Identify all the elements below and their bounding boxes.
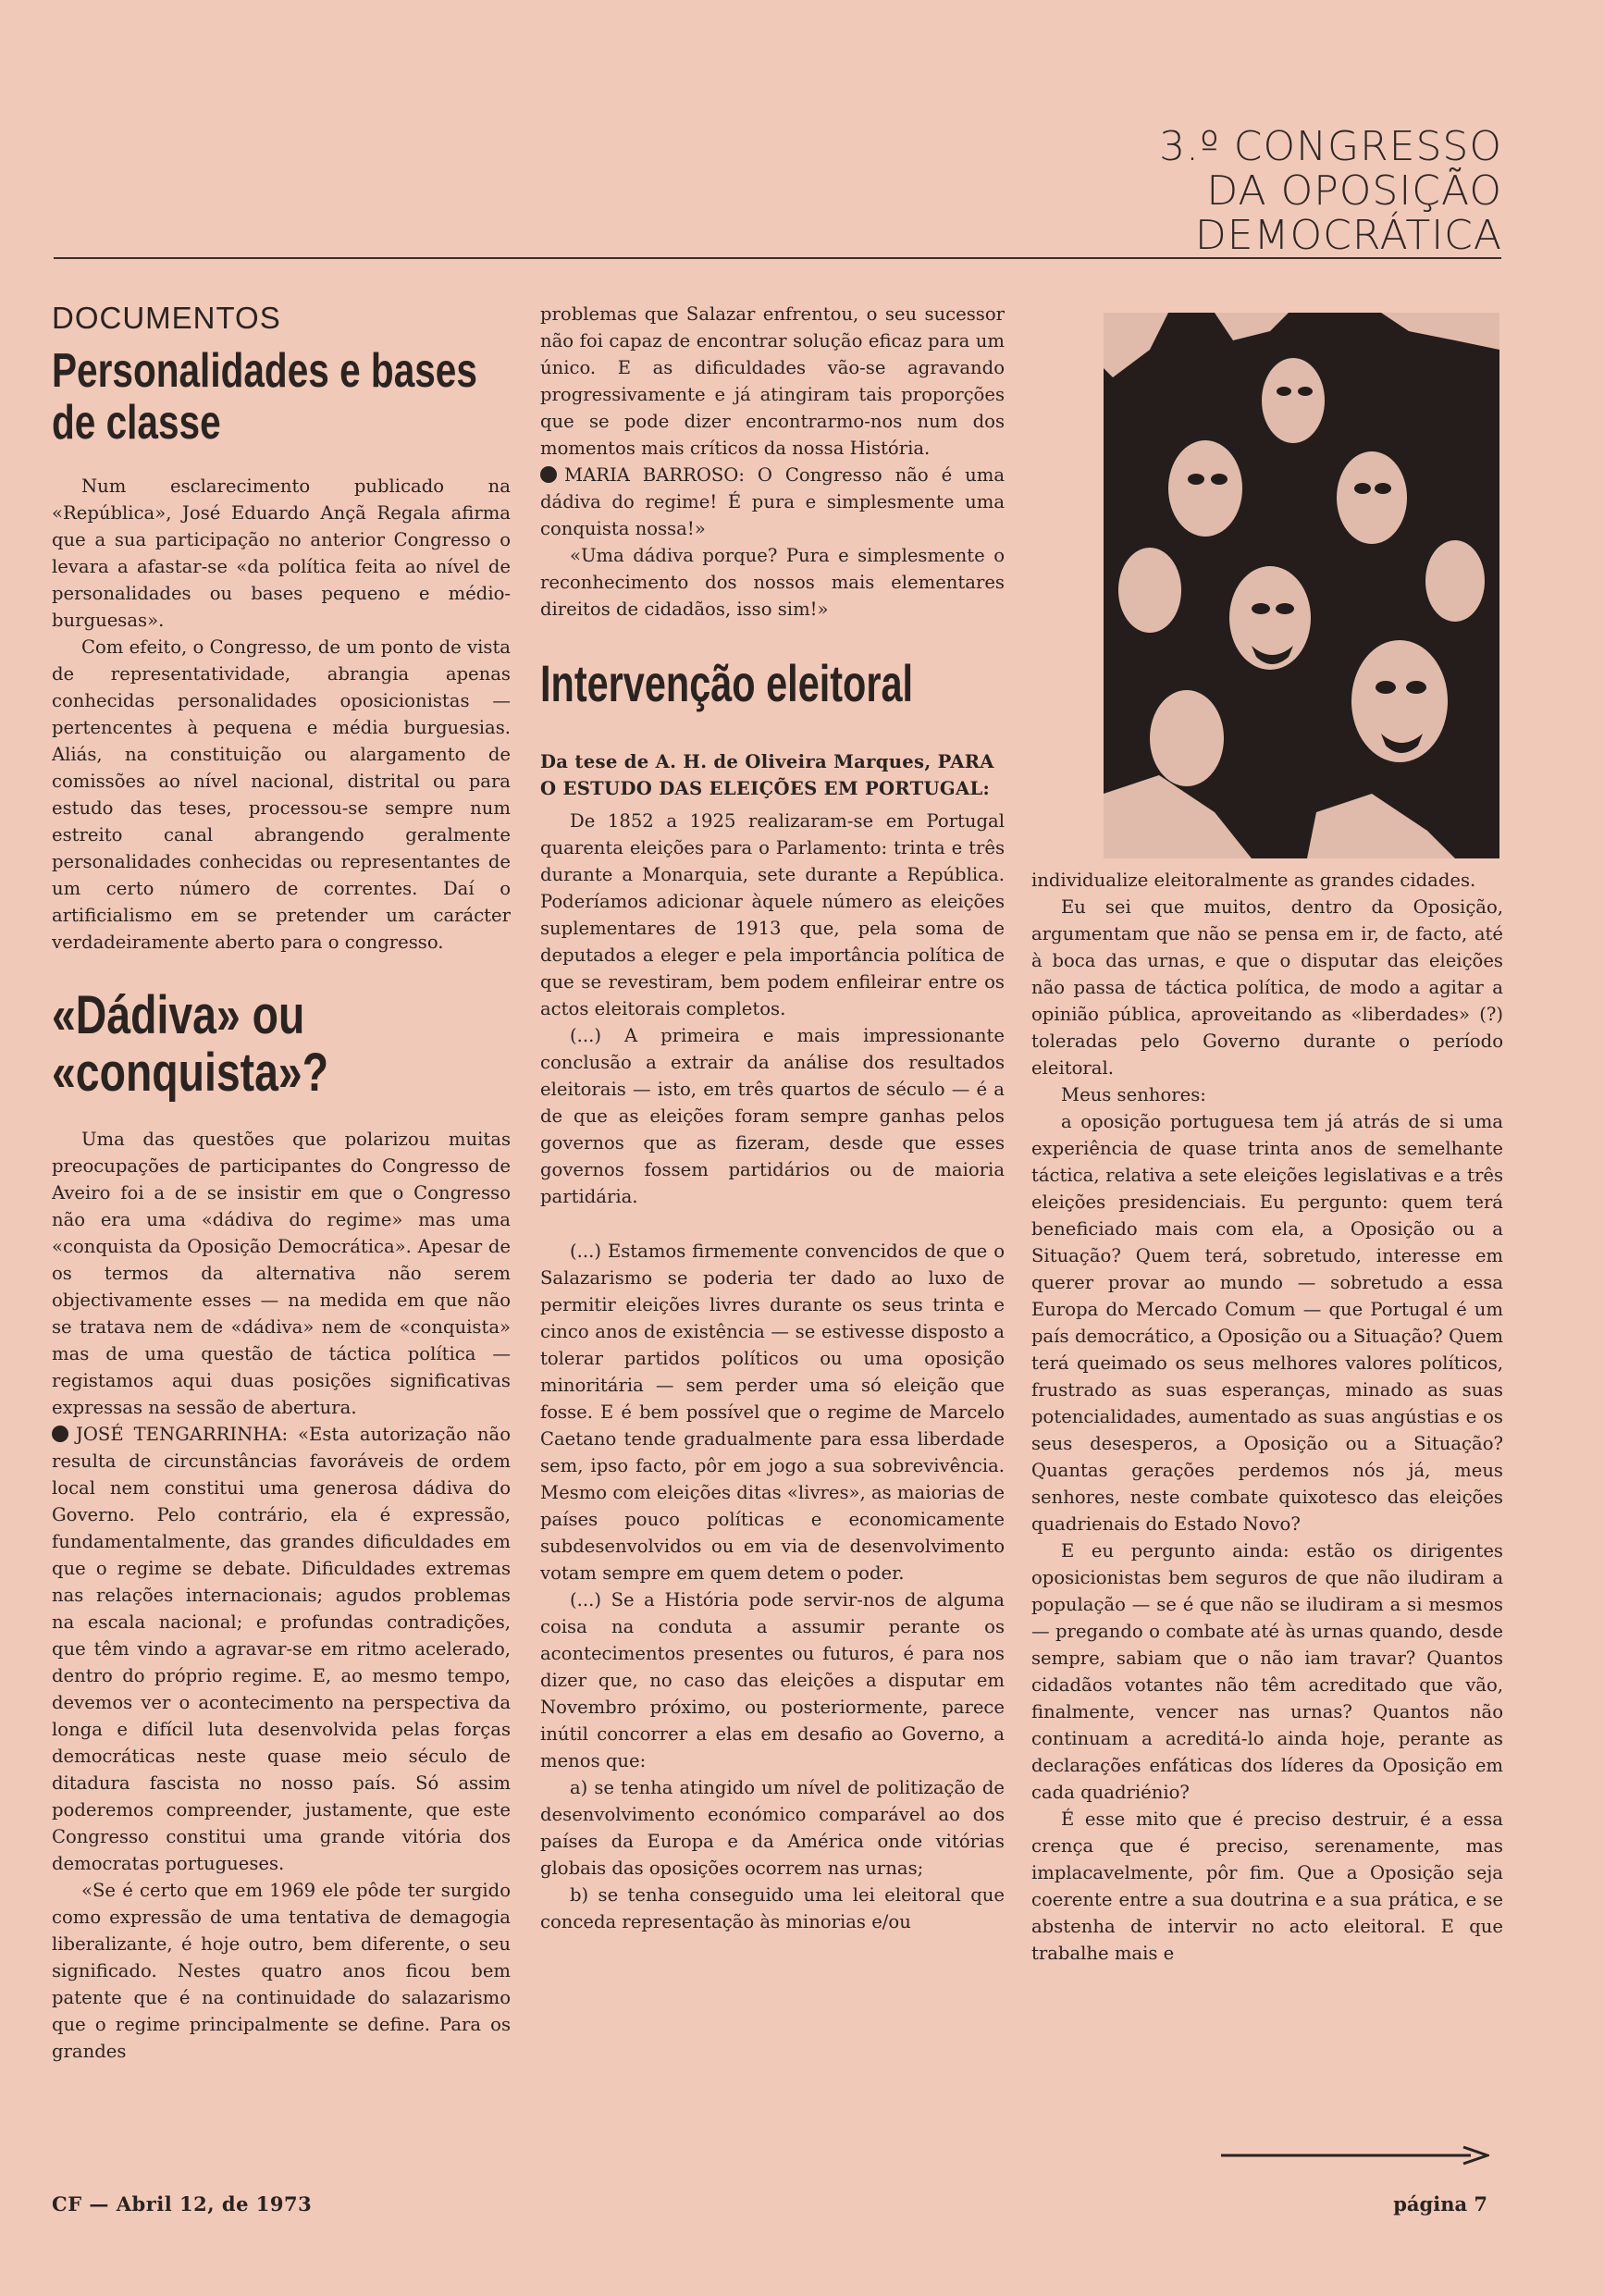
article-3-paragraph: (...) Estamos firmemente convencidos de que o Salazarismo se poderia ter dado ao luxo de permitir eleições livres durante os seus trinta e cinco anos de existência — se estivesse disposto a tolerar partidos políticos ou uma oposição minoritária — sem perder uma só eleição que fosse. E é bem possível que o regime de Marcelo Caetano tende gradualmente para essa liberdade sem, ipso facto, pôr em jogo a sua sobrevivência. Mesmo com eleições ditas «livres», as maiorias de países pouco políticas e economicamente subdesenvolvidos ou em via de desenvolvimento votam sempre em quem detem o poder. <box>540 1241 1005 1584</box>
quote-barroso: MARIA BARROSO: O Congresso não é uma dádiva do regime! É pura e simplesmente uma conquista nossa!» <box>540 464 1005 539</box>
column-3 <box>1031 301 1503 2169</box>
article-3-paragraph: Meus senhores: <box>1061 1084 1206 1105</box>
article-1-paragraph: Com efeito, o Congresso, de um ponto de vista de representatividade, abrangia apenas conhecidas personalidades oposicionistas — pertencentes à pequena e média burguesias. Aliás, na constituição ou alargamento de comissões ao nível nacional, distrital ou para estudo das teses, processou-se sempre num estreito canal abrangendo geralmente personalidades conhecidas ou representantes de um certo número de correntes. Daí o artificialismo em se pretender um carácter verdadeiramente aberto para o congresso. <box>52 636 511 953</box>
masthead-line-1: 3.º CONGRESSO <box>1159 123 1502 170</box>
article-1-title: Personalidades e bases de classe <box>52 344 477 450</box>
article-2-paragraph-quote <box>540 462 1005 542</box>
article-2-paragraph: «Se é certo que em 1969 ele pôde ter surgido como expressão de uma tentativa de demagogia liberalizante, é hoje outro, bem diferente, o seu significado. Nestes quatro anos ficou bem patente que é na continuidade do salazarismo que o regime principalmente se define. Para os grandes <box>52 1880 511 2062</box>
masthead-line-3: DEMOCRÁTICA <box>1194 212 1502 259</box>
section-label: DOCUMENTOS <box>52 301 281 335</box>
article-2-paragraph-quote <box>52 1421 511 1877</box>
article-3-list-item: a) se tenha atingido um nível de politização de desenvolvimento económico comparável ao dos países da Europa e da América onde vitórias globais das oposições ocorrem nas urnas; <box>540 1777 1005 1879</box>
article-3-paragraph: individualize eleitoralmente as grandes cidades. <box>1031 870 1476 891</box>
article-3-source: Da tese de A. H. de Oliveira Marques, PARA O ESTUDO DAS ELEIÇÕES EM PORTUGAL: <box>540 751 994 799</box>
photo-spacer <box>1031 301 1503 867</box>
footer-page-number: página 7 <box>1393 2192 1487 2216</box>
footer-issue-date: CF — Abril 12, de 1973 <box>52 2192 313 2216</box>
article-3-title: Intervenção eleitoral <box>540 654 914 712</box>
article-2-paragraph: problemas que Salazar enfrentou, o seu sucessor não foi capaz de encontrar solução eficaz para um único. E as dificuldades vão-se agravando progressivamente e já atingiram tais proporções que se pode dizer encontrarmo-nos num dos momentos mais críticos da nossa História. <box>540 303 1005 459</box>
article-3-paragraph: De 1852 a 1925 realizaram-se em Portugal quarenta eleições para o Parlamento: trinta e três durante a Monarquia, sete durante a República. Poderíamos adicionar àquele número as eleições suplementares de 1913 que, pela soma de deputados a eleger e pela importância política de que se revestiram, bem podem enfileirar entre os actos eleitorais completos. <box>540 810 1005 1019</box>
article-3-list-item: b) se tenha conseguido uma lei eleitoral que conceda representação às minorias e/ou <box>540 1884 1005 1932</box>
article-2-paragraph: Uma das questões que polarizou muitas preocupações de participantes do Congresso de Aveiro foi a de se insistir em que o Congresso não era uma «dádiva do regime» mas uma «conquista da Oposição Democrática». Apesar de os termos da alternativa não serem objectivamente esses — na medida em que não se tratava nem de «dádiva» nem de «conquista» mas de uma questão de táctica política — registamos aqui duas posições significativas expressas na sessão de abertura. <box>52 1129 511 1418</box>
article-3-paragraph: Eu sei que muitos, dentro da Oposição, argumentam que não se pensa em ir, de facto, até à boca das urnas, e que o disputar das eleições não passa de táctica política, de modo a agitar a opinião pública, aproveitando as «liberdades» (?) toleradas pelo Governo durante o período eleitoral. <box>1031 896 1503 1079</box>
article-3-paragraph: (...) A primeira e mais impressionante conclusão a extrair da análise dos resultados eleitorais — isto, em três quartos de século — é a de que as eleições foram sempre ganhas pelos governos que as fizeram, desde que esses governos fossem partidários ou de maioria partidária. <box>540 1025 1005 1207</box>
article-2-paragraph: «Uma dádiva porque? Pura e simplesmente o reconhecimento dos nossos mais elementares direitos de cidadãos, isso sim!» <box>540 545 1005 620</box>
masthead-line-2: DA OPOSIÇÃO <box>1206 167 1502 215</box>
continue-arrow-icon <box>1221 2144 1489 2166</box>
article-1-paragraph: Num esclarecimento publicado na «República», José Eduardo Ançã Regala afirma que a sua participação no anterior Congresso o levara a afastar-se «da política feita ao nível de personalidades ou bases pequeno e médio-burguesas». <box>52 475 511 631</box>
article-3-paragraph: É esse mito que é preciso destruir, é a essa crença que é preciso, serenamente, mas implacavelmente, pôr fim. Que a Oposição seja coerente entre a sua doutrina e a sua prática, e se abstenha de intervir no acto eleitoral. E que trabalhe mais e <box>1031 1808 1503 1964</box>
column-1 <box>52 301 511 2142</box>
bullet-icon <box>52 1426 68 1442</box>
article-3-paragraph: E eu pergunto ainda: estão os dirigentes oposicionistas bem seguros de que não iludiram a população — se é que não se iludiram a si mesmos — pregando o combate até às urnas quando, desde sempre, sabiam que o não iam travar? Quantos cidadãos votantes não têm acreditado que vão, finalmente, vencer nas urnas? Quantos não continuam a acreditá-lo ainda hoje, perante as declarações enfáticas dos líderes da Oposição em cada quadriénio? <box>1031 1540 1503 1803</box>
header-divider <box>54 257 1501 259</box>
masthead-title <box>947 125 1502 258</box>
quote-tengarrinha: JOSÉ TENGARRINHA: «Esta autorização não resulta de circunstâncias favoráveis de ordem local nem constitui uma generosa dádiva do Governo. Pelo contrário, ela é expressão, fundamentalmente, das grandes dificuldades em que o regime se debate. Dificuldades extremas nas relações internacionais; agudos problemas na escala nacional; e profundas contradições, que têm vindo a agravar-se em ritmo acelerado, dentro do próprio regime. E, ao mesmo tempo, devemos ver o acontecimento na perspectiva da longa e difícil luta desenvolvida pelas forças democráticas neste quase meio século de ditadura fascista no nosso país. Só assim poderemos compreender, justamente, que este Congresso constitui uma grande vitória dos democratas portugueses. <box>52 1424 511 1874</box>
bullet-icon <box>540 466 557 483</box>
article-3-paragraph: (...) Se a História pode servir-nos de alguma coisa na conduta a assumir perante os acontecimentos presentes ou futuros, é para nos dizer que, no caso das eleições a disputar em Novembro próximo, ou posteriormente, parece inútil concorrer a elas em desafio ao Governo, a menos que: <box>540 1589 1005 1771</box>
article-2-title: «Dádiva» ou «conquista»? <box>52 985 329 1103</box>
article-3-paragraph: a oposição portuguesa tem já atrás de si uma experiência de quase trinta anos de semelhante táctica, relativa a sete eleições legislativas e a três eleições presidenciais. Eu pergunto: quem terá beneficiado mais com ela, a Oposição ou a Situação? Quem terá, sobretudo, interesse em querer provar ao mundo — sobretudo a essa Europa do Mercado Comum — que Portugal é um país democrático, a Oposição ou a Situação? Quem terá queimado os seus melhores valores políticos, frustrado as suas esperanças, minado as suas potencialidades, aumentado as suas angústias e os seus desesperos, a Oposição ou a Situação? Quantas gerações perdemos nós já, meus senhores, neste combate quixotesco das eleições quadrienais do Estado Novo? <box>1031 1111 1503 1535</box>
column-2 <box>540 301 1005 2160</box>
